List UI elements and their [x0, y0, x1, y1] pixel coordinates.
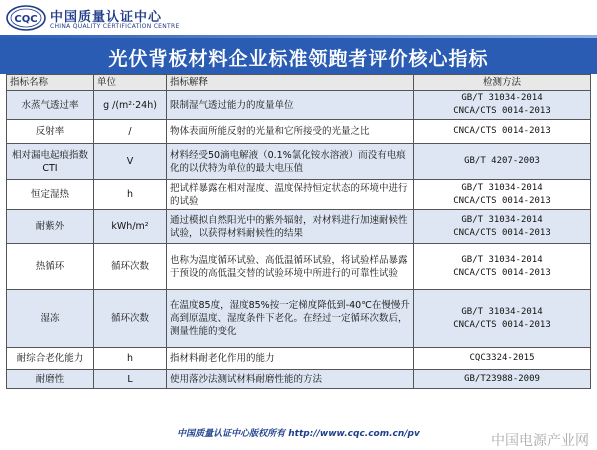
cell-unit: 循环次数 [94, 244, 167, 290]
cell-unit: / [94, 120, 167, 144]
indicator-table [6, 74, 591, 389]
cell-unit: h [94, 348, 167, 370]
org-name-en: CHINA QUALITY CERTIFICATION CENTRE [50, 23, 180, 30]
cell-unit: g /(m²·24h) [94, 91, 167, 120]
table-row [7, 210, 591, 244]
test-method-standard: CNCA/CTS 0014-2013 [453, 106, 551, 116]
cell-test-method [414, 210, 591, 244]
test-method-standard: GB/T 31034-2014 [461, 214, 543, 225]
cell-unit: kWh/m² [94, 210, 167, 244]
cell-test-method [414, 91, 591, 120]
cell-description: 限制湿气透过能力的度量单位 [167, 91, 414, 120]
cell-unit: L [94, 370, 167, 389]
test-method-standard: CNCA/CTS 0014-2013 [453, 195, 551, 206]
table-row [7, 120, 591, 144]
cell-description: 在温度85度，湿度85%按一定梯度降低到-40℃在慢慢升高到原温度、湿度条件下老化。在经过一定循环次数后，测量性能的变化 [167, 290, 414, 348]
test-method-standard: CQC3324-2015 [469, 353, 535, 363]
cell-test-method [414, 244, 591, 290]
col-header-unit: 单位 [94, 75, 167, 91]
cell-indicator-name: 耐综合老化能力 [7, 348, 94, 370]
test-method-standard: CNCA/CTS 0014-2013 [453, 227, 551, 238]
table-row [7, 348, 591, 370]
table-body [7, 91, 591, 389]
cell-unit: h [94, 180, 167, 210]
cell-test-method [414, 180, 591, 210]
cell-indicator-name: 反射率 [7, 120, 94, 144]
table-header-row [7, 75, 591, 91]
cell-indicator-name: 耐紫外 [7, 210, 94, 244]
col-header-name: 指标名称 [7, 75, 94, 91]
footer-text: 中国质量认证中心版权所有 [177, 429, 289, 439]
test-method-standard: CNCA/CTS 0014-2013 [453, 126, 551, 136]
cqc-logo-icon [6, 5, 46, 31]
cell-test-method [414, 144, 591, 180]
test-method-standard: GB/T 4207-2003 [464, 156, 540, 166]
test-method-standard: GB/T 31034-2014 [461, 254, 543, 265]
org-name-cn: 中国质量认证中心 [50, 10, 163, 25]
cell-description: 材料经受50滴电解液（0.1%氯化铵水溶液）而没有电痕化的以伏特为单位的最大电压值 [167, 144, 414, 180]
test-method-standard: GB/T 31034-2014 [461, 306, 543, 317]
cell-unit: V [94, 144, 167, 180]
cell-test-method [414, 120, 591, 144]
cell-indicator-name: 耐磨性 [7, 370, 94, 389]
cell-test-method [414, 290, 591, 348]
test-method-standard: CNCA/CTS 0014-2013 [453, 319, 551, 330]
cell-indicator-name: 恒定湿热 [7, 180, 94, 210]
cell-description: 通过模拟自然阳光中的紫外辐射，对材料进行加速耐候性试验，以获得材料耐候性的结果 [167, 210, 414, 244]
col-header-method: 检测方法 [414, 75, 591, 91]
cell-indicator-name: 水蒸气透过率 [7, 91, 94, 120]
cell-description: 使用落沙法测试材料耐磨性能的方法 [167, 370, 414, 389]
watermark-text: 中国电源产业网 [491, 433, 589, 449]
footer-url[interactable]: http://www.cqc.com.cn/pv [288, 429, 420, 439]
test-method-standard: GB/T23988-2009 [464, 373, 540, 384]
page-title: 光伏背板材料企业标准领跑者评价核心指标 [108, 48, 489, 70]
logo-text: CQC [14, 14, 38, 25]
page-header [0, 0, 597, 38]
cell-unit: 循环次数 [94, 290, 167, 348]
cell-test-method [414, 348, 591, 370]
table-row [7, 244, 591, 290]
table-row [7, 180, 591, 210]
cell-indicator-name: 热循环 [7, 244, 94, 290]
table-row [7, 290, 591, 348]
test-method-standard: CNCA/CTS 0014-2013 [453, 267, 551, 278]
cell-test-method [414, 370, 591, 389]
col-header-desc: 指标解释 [167, 75, 414, 91]
table-row [7, 370, 591, 389]
cell-description: 也称为温度循环试验、高低温循环试验，将试验样品暴露于预设的高低温交替的试验环境中所进行的可靠性试验 [167, 244, 414, 290]
cell-description: 物体表面所能反射的光量和它所接受的光量之比 [167, 120, 414, 144]
cell-description: 指材料耐老化作用的能力 [167, 348, 414, 370]
cell-description: 把试样暴露在相对湿度、温度保持恒定状态的环境中进行的试验 [167, 180, 414, 210]
table-row [7, 91, 591, 120]
table-row [7, 144, 591, 180]
test-method-standard: GB/T 31034-2014 [461, 93, 543, 103]
cell-indicator-name: 湿冻 [7, 290, 94, 348]
cell-indicator-name: 相对漏电起痕指数CTI [7, 144, 94, 180]
test-method-standard: GB/T 31034-2014 [461, 182, 543, 193]
